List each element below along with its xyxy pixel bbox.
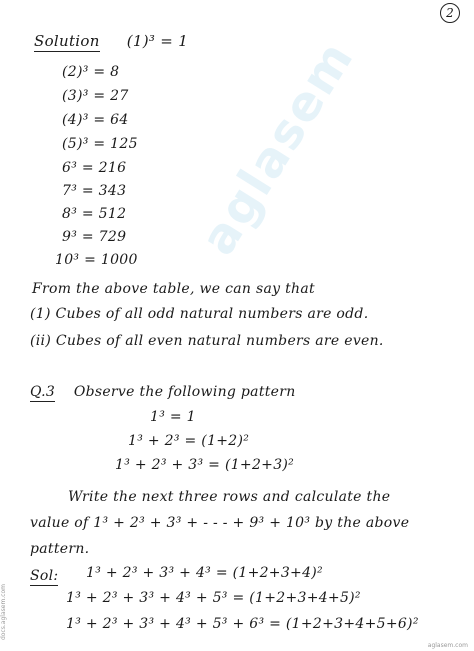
task-line-1: Write the next three rows and calculate the xyxy=(68,489,391,505)
cube-row-8: 8³ = 512 xyxy=(62,206,127,222)
answer-row-1: 1³ + 2³ + 3³ + 4³ = (1+2+3+4)² xyxy=(86,565,323,581)
answer-row-2: 1³ + 2³ + 3³ + 4³ + 5³ = (1+2+3+4+5)² xyxy=(66,590,361,606)
cube-row-3: (3)³ = 27 xyxy=(62,88,129,104)
conclusion-point-odd: (1) Cubes of all odd natural numbers are odd. xyxy=(30,306,369,322)
footer-url: aglasem.com xyxy=(427,642,468,649)
answer-row-3: 1³ + 2³ + 3³ + 4³ + 5³ + 6³ = (1+2+3+4+5+6)² xyxy=(66,616,419,632)
cube-row-2: (2)³ = 8 xyxy=(62,64,120,80)
pattern-row-2: 1³ + 2³ = (1+2)² xyxy=(128,433,250,449)
question-text: Observe the following pattern xyxy=(73,384,296,400)
cube-row-4: (4)³ = 64 xyxy=(62,112,129,128)
page-number: 2 xyxy=(440,3,460,23)
cube-row-9: 9³ = 729 xyxy=(62,229,127,245)
sol-label: Sol: xyxy=(30,568,59,584)
conclusion-intro: From the above table, we can say that xyxy=(32,281,315,297)
watermark: aglasem xyxy=(190,30,366,265)
task-line-3: pattern. xyxy=(30,541,90,557)
solution-header xyxy=(34,32,188,50)
answer-label xyxy=(30,568,58,584)
question-header xyxy=(30,384,296,400)
task-line-2: value of 1³ + 2³ + 3³ + - - - + 9³ + 10³ by the above xyxy=(30,515,410,531)
cube-row-1: (1)³ = 1 xyxy=(126,32,189,50)
question-label: Q.3 xyxy=(30,384,56,400)
cube-row-5: (5)³ = 125 xyxy=(62,136,138,152)
side-watermark-url: docs.aglasem.com xyxy=(0,583,7,640)
cube-row-6: 6³ = 216 xyxy=(62,160,127,176)
cube-row-7: 7³ = 343 xyxy=(62,183,127,199)
solution-label: Solution xyxy=(34,32,100,50)
pattern-row-3: 1³ + 2³ + 3³ = (1+2+3)² xyxy=(115,457,295,473)
conclusion-point-even: (ii) Cubes of all even natural numbers are even. xyxy=(30,333,384,349)
cube-row-10: 10³ = 1000 xyxy=(55,252,138,268)
pattern-row-1: 1³ = 1 xyxy=(150,409,196,425)
